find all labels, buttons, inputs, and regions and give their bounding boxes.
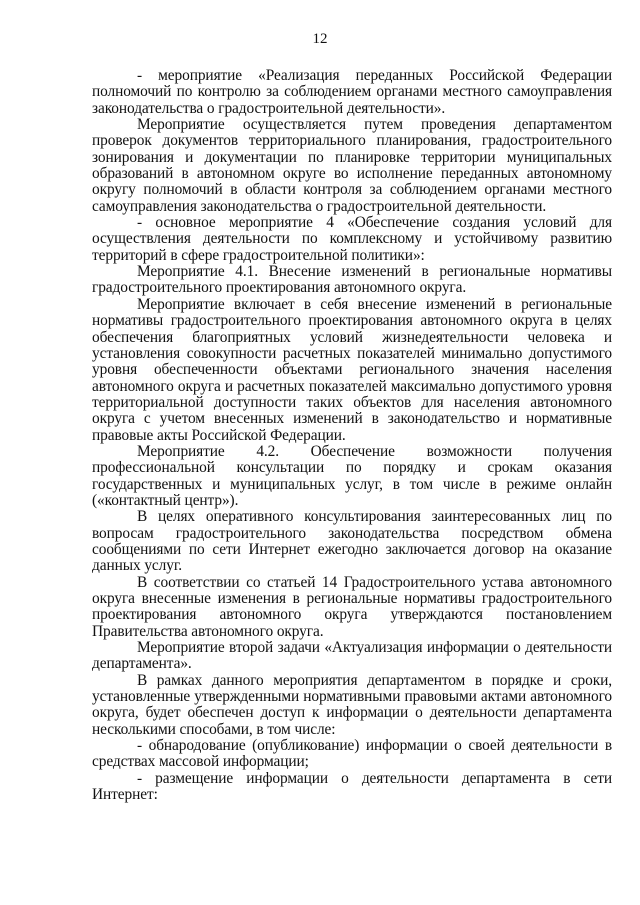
paragraph: Мероприятие 4.2. Обеспечение возможности получения профессиональной консультации по порядку и срокам оказания государственных и муниципальных услуг, в том числе в режиме онлайн («контактный центр»). [92, 442, 612, 509]
paragraph: Мероприятие 4.1. Внесение изменений в региональные нормативы градостроительного проектирования автономного округа. [92, 263, 612, 297]
paragraph: Мероприятие второй задачи «Актуализация информации о деятельности департамента». [92, 639, 612, 673]
page-number: 12 [312, 31, 328, 47]
paragraph: - мероприятие «Реализация переданных Российской Федерации полномочий по контролю за соблюдением органами местного самоуправления законодательства о градостроительной деятельности». [92, 67, 612, 117]
document-body [92, 68, 612, 803]
paragraph: Мероприятие осуществляется путем проведения департаментом проверок документов территориального планирования, градостроительного зонирования и документации по планировке территории муниципальных образований в автономном округе во исполнение переданных автономному округу полномочий в области контроля за соблюдением органами местного самоуправления законодательства о градостроительной деятельности. [92, 116, 612, 215]
paragraph: - размещение информации о деятельности департамента в сети Интернет: [92, 769, 612, 804]
paragraph: - обнародование (опубликование) информации о своей деятельности в средствах массовой информации; [92, 737, 612, 771]
paragraph: В целях оперативного консультирования заинтересованных лиц по вопросам градостроительного законодательства посредством обмена сообщениями по сети Интернет ежегодно заключается договор на оказание данных услуг. [92, 508, 612, 575]
paragraph: - основное мероприятие 4 «Обеспечение создания условий для осуществления деятельности по комплексному и устойчивому развитию территорий в сфере градостроительной политики»: [92, 214, 612, 264]
paragraph: В соответствии со статьей 14 Градостроительного устава автономного округа внесенные изменения в региональные нормативы градостроительного проектирования автономного округа утверждаются постановлением Правительства автономного округа. [92, 573, 612, 640]
paragraph: Мероприятие включает в себя внесение изменений в региональные нормативы градостроительного проектирования автономного округа в целях обеспечения благоприятных условий жизнедеятельности человека и установления совокупности расчетных показателей минимально допустимого уровня обеспеченности объектами регионального значения населения автономного округа и расчетных показателей максимально допустимого уровня территориальной доступности таких объектов для населения автономного округа с учетом внесенных изменений в законодательство и нормативные правовые акты Российской Федерации. [92, 295, 612, 444]
paragraph: В рамках данного мероприятия департаментом в порядке и сроки, установленные утвержденными нормативными правовыми актами автономного округа, будет обеспечен доступ к информации о деятельности департамента несколькими способами, в том числе: [92, 671, 612, 738]
